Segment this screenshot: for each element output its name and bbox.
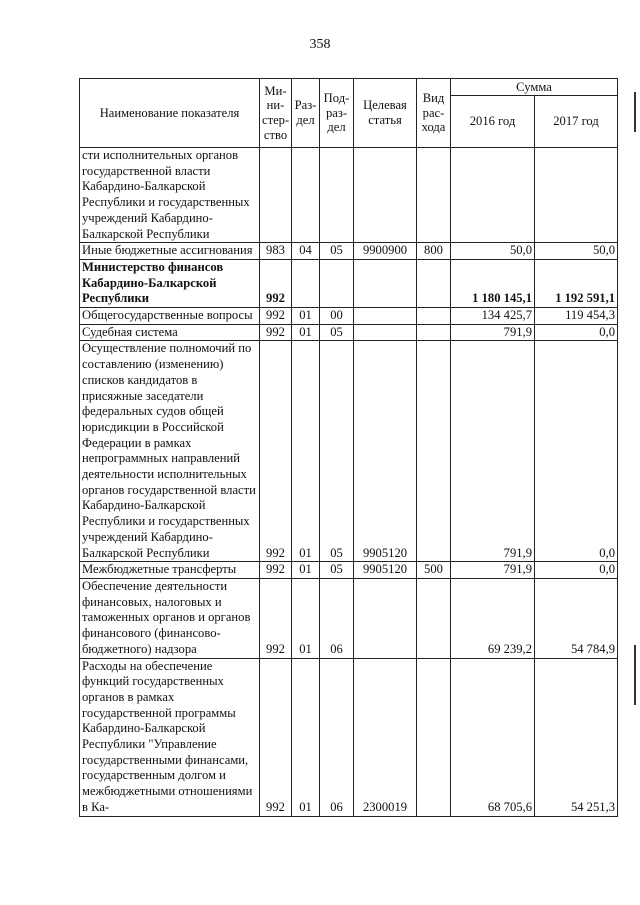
cell-2016: 134 425,7	[451, 308, 535, 325]
cell-subsection: 05	[320, 243, 354, 260]
cell-section: 01	[292, 308, 320, 325]
cell-expense-type	[417, 658, 451, 816]
cell-ministry: 983	[260, 243, 292, 260]
cell-ministry: 992	[260, 259, 292, 307]
edge-mark	[634, 92, 636, 132]
cell-name: Расходы на обеспечение функций государственных органов в рамках государственной программы Кабардино-Балкарской Республики "Управление государственными финансами, государственным долгом и межбюджетными отношениями в Ка-	[80, 658, 260, 816]
cell-target: 9900900	[354, 243, 417, 260]
cell-subsection: 05	[320, 562, 354, 579]
cell-subsection: 05	[320, 324, 354, 341]
cell-2017	[535, 148, 618, 243]
cell-section: 04	[292, 243, 320, 260]
cell-2017: 0,0	[535, 324, 618, 341]
cell-subsection	[320, 259, 354, 307]
header-target: Целевая статья	[354, 79, 417, 148]
cell-ministry	[260, 148, 292, 243]
cell-target	[354, 148, 417, 243]
cell-section	[292, 148, 320, 243]
table-row	[80, 259, 618, 307]
cell-name: сти исполнительных органов государственной власти Кабардино-Балкарской Республики и государственных учреждений Кабардино-Балкарской Республики	[80, 148, 260, 243]
cell-subsection: 00	[320, 308, 354, 325]
cell-subsection	[320, 148, 354, 243]
cell-ministry: 992	[260, 562, 292, 579]
cell-target: 2300019	[354, 658, 417, 816]
cell-section: 01	[292, 324, 320, 341]
cell-2016: 50,0	[451, 243, 535, 260]
header-expense-type: Вид рас- хода	[417, 79, 451, 148]
cell-ministry: 992	[260, 658, 292, 816]
cell-expense-type	[417, 148, 451, 243]
cell-2016: 791,9	[451, 341, 535, 562]
cell-name: Осуществление полномочий по составлению (изменению) списков кандидатов в присяжные заседатели федеральных судов общей юрисдикции в Российской Федерации в рамках непрограммных направлений деятельности исполнительных органов государственной власти Кабардино-Балкарской Республики и государственных учреждений Кабардино-Балкарской Республики	[80, 341, 260, 562]
cell-target: 9905120	[354, 341, 417, 562]
page-number: 358	[309, 37, 331, 52]
cell-target	[354, 578, 417, 658]
table-row	[80, 658, 618, 816]
cell-target: 9905120	[354, 562, 417, 579]
table-body	[80, 148, 618, 817]
cell-section: 01	[292, 341, 320, 562]
cell-expense-type	[417, 259, 451, 307]
header-year-2017: 2017 год	[535, 96, 618, 148]
header-name: Наименование показателя	[80, 79, 260, 148]
header-ministry: Ми- ни- стер- ство	[260, 79, 292, 148]
header-sum: Сумма	[451, 79, 618, 96]
cell-ministry: 992	[260, 324, 292, 341]
header-section: Раз- дел	[292, 79, 320, 148]
cell-2016: 791,9	[451, 562, 535, 579]
cell-2017: 119 454,3	[535, 308, 618, 325]
cell-2017: 54 784,9	[535, 578, 618, 658]
table-row	[80, 324, 618, 341]
cell-ministry: 992	[260, 308, 292, 325]
table-row	[80, 341, 618, 562]
cell-subsection: 05	[320, 341, 354, 562]
cell-name: Судебная система	[80, 324, 260, 341]
cell-2017: 50,0	[535, 243, 618, 260]
cell-expense-type	[417, 324, 451, 341]
table-row	[80, 562, 618, 579]
cell-target	[354, 308, 417, 325]
cell-expense-type: 800	[417, 243, 451, 260]
cell-section: 01	[292, 562, 320, 579]
cell-name: Иные бюджетные ассигнования	[80, 243, 260, 260]
cell-section: 01	[292, 658, 320, 816]
cell-section: 01	[292, 578, 320, 658]
cell-name: Общегосударственные вопросы	[80, 308, 260, 325]
cell-expense-type	[417, 578, 451, 658]
header-subsection: Под- раз- дел	[320, 79, 354, 148]
cell-name: Межбюджетные трансферты	[80, 562, 260, 579]
cell-2016	[451, 148, 535, 243]
table-row	[80, 243, 618, 260]
cell-target	[354, 259, 417, 307]
cell-ministry: 992	[260, 578, 292, 658]
cell-2016: 1 180 145,1	[451, 259, 535, 307]
cell-2017: 54 251,3	[535, 658, 618, 816]
cell-section	[292, 259, 320, 307]
table-row	[80, 148, 618, 243]
cell-name: Обеспечение деятельности финансовых, налоговых и таможенных органов и органов финансового (финансово-бюджетного) надзора	[80, 578, 260, 658]
cell-ministry: 992	[260, 341, 292, 562]
cell-expense-type	[417, 308, 451, 325]
cell-2017: 1 192 591,1	[535, 259, 618, 307]
edge-mark	[634, 645, 636, 705]
cell-target	[354, 324, 417, 341]
budget-table	[79, 78, 618, 817]
cell-expense-type: 500	[417, 562, 451, 579]
header-year-2016: 2016 год	[451, 96, 535, 148]
table-header	[80, 79, 618, 148]
cell-expense-type	[417, 341, 451, 562]
cell-2017: 0,0	[535, 562, 618, 579]
cell-subsection: 06	[320, 578, 354, 658]
cell-2016: 791,9	[451, 324, 535, 341]
cell-2016: 68 705,6	[451, 658, 535, 816]
cell-2017: 0,0	[535, 341, 618, 562]
cell-name: Министерство финансов Кабардино-Балкарской Республики	[80, 259, 260, 307]
cell-subsection: 06	[320, 658, 354, 816]
table-row	[80, 308, 618, 325]
cell-2016: 69 239,2	[451, 578, 535, 658]
table-row	[80, 578, 618, 658]
